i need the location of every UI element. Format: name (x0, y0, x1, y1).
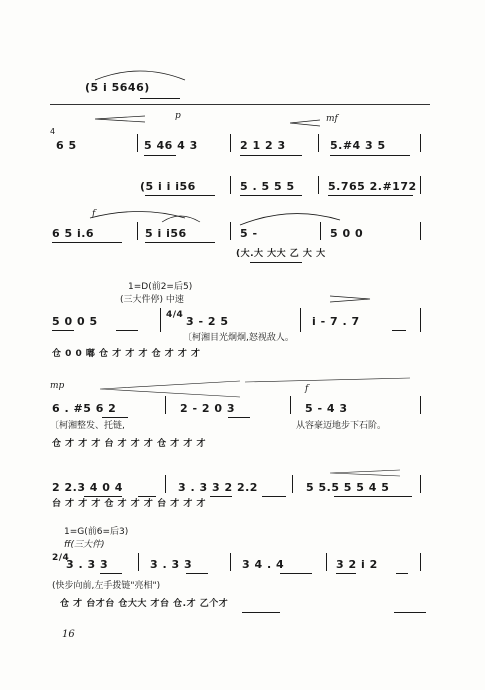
underline (52, 330, 74, 331)
dynamic-f: f (305, 384, 309, 394)
barline (290, 396, 291, 414)
barline (300, 308, 301, 332)
barline (420, 222, 421, 240)
stage-direction: 从容豪迈地步下石阶。 (296, 421, 387, 431)
measure-5-2: 3 - 2 5 (186, 315, 229, 328)
underline (242, 612, 280, 613)
underline (330, 155, 410, 156)
dynamic-p: p (175, 111, 181, 121)
page-number: 16 (62, 629, 75, 640)
underline (84, 496, 122, 497)
dynamic-mf: mf (326, 114, 338, 124)
underline (250, 262, 302, 263)
key-signature: 1=G(前6=后3) (64, 527, 129, 537)
percussion-line: 仓 0 0 嘟 仓 才 才 才 仓 才 才 才 (52, 349, 201, 359)
measure-4-1: 6 5 i.6 (52, 227, 95, 240)
barline (420, 308, 421, 332)
measure-3-2: 5 . 5 5 5 (240, 180, 295, 193)
underline (262, 496, 286, 497)
clef-mark: 4 (50, 127, 56, 136)
underline (138, 496, 156, 497)
measure-4-2: 5 i i56 (145, 227, 187, 240)
measure-3-3: 5.765 2.#172 (328, 180, 417, 193)
measure-2-2: 5 46 4 3 (144, 139, 198, 152)
stage-direction: (快步向前,左手拨链"亮相") (52, 581, 161, 591)
measure-6-1: 6 . #5 6 2 (52, 402, 117, 415)
underline (116, 330, 138, 331)
underline (140, 98, 180, 99)
underline (100, 573, 122, 574)
barline (165, 396, 166, 414)
measure-7-1: 2 2.3 4 0 4 (52, 481, 123, 494)
staff-rule (50, 104, 430, 105)
underline (145, 195, 215, 196)
underline (52, 242, 122, 243)
stage-direction: 〔柯湘目光炯炯,怒视敌人。 (183, 333, 294, 343)
underline (186, 573, 208, 574)
barline (420, 396, 421, 414)
barline (326, 553, 327, 571)
measure-8-3: 3 4 . 4 (242, 558, 285, 571)
barline (160, 308, 161, 332)
key-signature: 1=D(前2=后5) (128, 282, 193, 292)
stage-direction: 〔柯湘整发、托链, (50, 421, 125, 431)
dynamic-f: f (92, 209, 96, 219)
underline (144, 155, 176, 156)
measure-6-2: 2 - 2 0 3 (180, 402, 235, 415)
barline (230, 176, 231, 194)
barline (318, 134, 319, 152)
underline (396, 573, 408, 574)
measure-4-3: 5 - (240, 227, 258, 240)
measure-3-1: (5 i i i56 (140, 180, 196, 193)
barline (230, 553, 231, 571)
measure-8-2: 3 . 3 3 (150, 558, 193, 571)
time-signature: 4/4 (166, 310, 184, 320)
measure-2-1: 6 5 (56, 139, 77, 152)
underline (394, 612, 426, 613)
tempo-marking: (三大件停) 中速 (120, 295, 184, 305)
measure-5-1: 5 0 0 5 (52, 315, 98, 328)
percussion-line: 仓 才 台才台 仓大大 才台 仓.才 乙个才 (60, 599, 229, 609)
measure-5-3: i - 7 . 7 (312, 315, 360, 328)
underline (145, 242, 215, 243)
percussion-line: 台 才 才 才 仓 才 才 才 台 才 才 才 (52, 499, 206, 509)
barline (138, 553, 139, 571)
measure-8-1: 3 . 3 3 (66, 558, 109, 571)
barline (420, 176, 421, 194)
barline (165, 475, 166, 493)
measure-7-3: 5 5.5 5 5 4 5 (306, 481, 390, 494)
underline (228, 417, 250, 418)
underline (210, 496, 232, 497)
underline (336, 573, 356, 574)
underline (328, 195, 413, 196)
underline (280, 573, 312, 574)
measure-6-3: 5 - 4 3 (305, 402, 348, 415)
barline (292, 475, 293, 493)
measure-2-3: 2 1 2 3 (240, 139, 286, 152)
underline (334, 496, 412, 497)
underline (392, 330, 406, 331)
measure-2-4: 5.#4 3 5 (330, 139, 386, 152)
measure-4-4: 5 0 0 (330, 227, 364, 240)
measure-8-4: 3 2 i 2 (336, 558, 378, 571)
barline (420, 553, 421, 571)
underline (240, 155, 302, 156)
percussion-line: (大.大 大大 乙 大 大 (236, 249, 326, 259)
percussion-line: 仓 才 才 才 台 才 才 才 仓 才 才 才 (52, 439, 206, 449)
barline (137, 222, 138, 240)
barline (318, 176, 319, 194)
barline (420, 475, 421, 493)
underline (102, 417, 128, 418)
barline (230, 222, 231, 240)
time-signature: 2/4 (52, 553, 70, 563)
barline (230, 134, 231, 152)
measure-7-2: 3 . 3 3 2 2.2 (178, 481, 258, 494)
intro-phrase: (5 i 5646) (85, 81, 150, 94)
barline (320, 222, 321, 240)
dynamic-mp: mp (50, 381, 65, 391)
barline (137, 134, 138, 152)
underline (240, 195, 302, 196)
barline (420, 134, 421, 152)
dynamic-ff: ff(三大件) (64, 540, 105, 550)
